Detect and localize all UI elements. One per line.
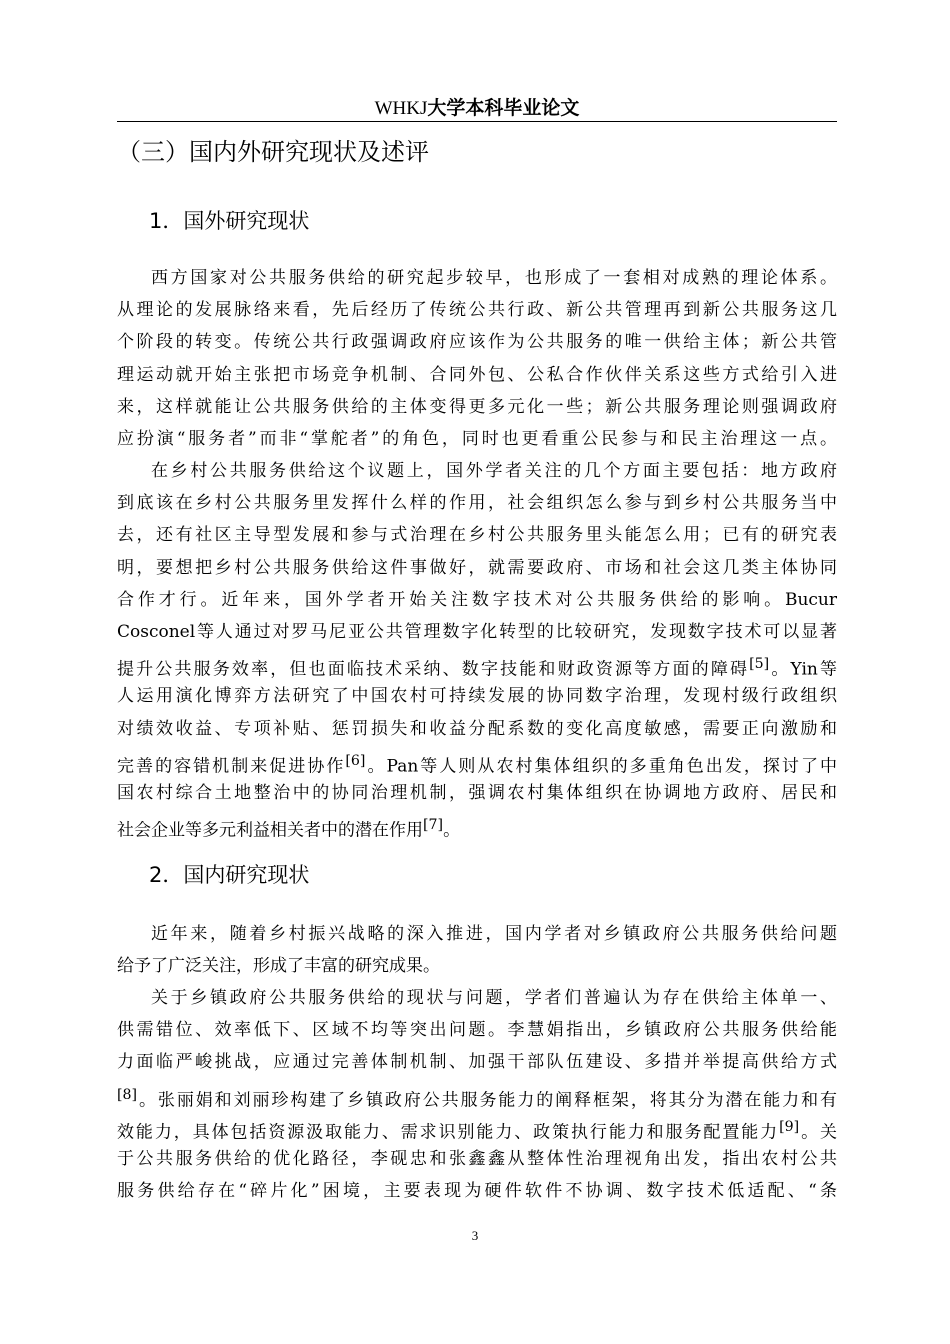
line-text-after: 。关	[799, 1122, 838, 1143]
text-line: 对绩效收益、专项补贴、惩罚损失和收益分配系数的变化高度敏感，需要正向激励和	[117, 718, 837, 739]
text-line: 给予了广泛关注，形成了丰富的研究成果。	[117, 956, 440, 977]
citation-ref: [7]	[423, 817, 444, 834]
line-text-after: 。Yin等	[769, 659, 837, 680]
paragraph-3	[117, 918, 837, 982]
text-line: 在乡村公共服务供给这个议题上，国外学者关注的几个方面主要包括：地方政府	[151, 461, 837, 481]
text-line-with-citation	[117, 648, 837, 680]
text-line: 西方国家对公共服务供给的研究起步较早，也形成了一套相对成熟的理论体系。	[151, 268, 837, 288]
section-title: （三）国内外研究现状及述评	[117, 138, 429, 166]
text-line: 从理论的发展脉络来看，先后经历了传统公共行政、新公共管理再到新公共服务这几	[117, 300, 837, 321]
line-text-after: 。张丽娟和刘丽珍构建了乡镇政府公共服务能力的阐释框架，将其分为潜在能力和有	[137, 1090, 837, 1111]
text-line: 个阶段的转变。传统公共行政强调政府应该作为公共服务的唯一供给主体；新公共管	[117, 332, 837, 353]
text-line: 于公共服务供给的优化路径，李砚忠和张鑫鑫从整体性治理视角出发，指出农村公共	[117, 1148, 837, 1169]
line-text: 效能力，具体包括资源汲取能力、需求识别能力、政策执行能力和服务配置能力	[117, 1122, 780, 1143]
line-text: 完善的容错机制来促进协作	[117, 756, 346, 777]
text-line: 供需错位、效率低下、区域不均等突出问题。李慧娟指出，乡镇政府公共服务供给能	[117, 1020, 837, 1041]
running-header	[117, 94, 837, 122]
text-line: 近年来，随着乡村振兴战略的深入推进，国内学者对乡镇政府公共服务供给问题	[151, 924, 837, 944]
text-line: 明，要想把乡村公共服务供给这件事做好，就需要政府、市场和社会这几类主体协同	[117, 557, 837, 578]
text-line: 应扮演“服务者”而非“掌舵者”的角色，同时也更看重公民参与和民主治理这一点。	[117, 428, 837, 449]
text-line: 服务供给存在“碎片化”困境，主要表现为硬件软件不协调、数字技术低适配、“条	[117, 1181, 837, 1202]
text-line: Cosconel等人通过对罗马尼亚公共管理数字化转型的比较研究，发现数字技术可以显著	[117, 621, 837, 642]
line-text: 提升公共服务效率，但也面临技术采纳、数字技能和财政资源等方面的障碍	[117, 659, 750, 680]
subsection-title-domestic: 2．国内研究现状	[149, 863, 310, 887]
header-rule	[117, 121, 837, 122]
header-title: 大学本科毕业论文	[427, 97, 580, 119]
citation-ref: [5]	[749, 656, 770, 673]
subsection-title-foreign: 1．国外研究现状	[149, 209, 310, 233]
header-latin: WHKJ	[374, 98, 428, 119]
text-line: 力面临严峻挑战，应通过完善体制机制、加强干部队伍建设、多措并举提高供给方式	[117, 1052, 837, 1073]
text-line-with-citation	[117, 1111, 837, 1143]
text-line: 人运用演化博弈方法研究了中国农村可持续发展的协同数字治理，发现村级行政组织	[117, 686, 837, 707]
line-text-after: 。	[443, 820, 461, 841]
text-line: 合作才行。近年来，国外学者开始关注数字技术对公共服务供给的影响。Bucur	[117, 589, 837, 610]
text-line: 到底该在乡村公共服务里发挥什么样的作用，社会组织怎么参与到乡村公共服务当中	[117, 493, 837, 514]
line-text: 社会企业等多元利益相关者中的潜在作用	[117, 820, 423, 841]
page-number: 3	[471, 1228, 479, 1243]
text-line: 来，这样就能让公共服务供给的主体变得更多元化一些；新公共服务理论则强调政府	[117, 396, 837, 417]
text-line-with-citation	[117, 809, 837, 841]
citation-ref: [6]	[345, 752, 366, 769]
text-line: 国农村综合土地整治中的协同治理机制，强调农村集体组织在协调地方政府、居民和	[117, 782, 837, 803]
paragraph-4	[117, 982, 837, 1207]
paragraph-1	[117, 262, 837, 455]
text-line-with-citation	[117, 1079, 837, 1111]
citation-ref: [8]	[117, 1086, 138, 1103]
line-text-after: 。Pan等人则从农村集体组织的多重角色出发，探讨了中	[365, 756, 837, 777]
text-line: 理运动就开始主张把市场竞争机制、合同外包、公私合作伙伴关系这些方式给引入进	[117, 364, 837, 385]
citation-ref: [9]	[779, 1118, 800, 1135]
text-line: 关于乡镇政府公共服务供给的现状与问题，学者们普遍认为存在供给主体单一、	[151, 988, 837, 1008]
text-line-with-citation	[117, 745, 837, 777]
text-line: 去，还有社区主导型发展和参与式治理在乡村公共服务里头能怎么用；已有的研究表	[117, 525, 837, 546]
paragraph-2	[117, 455, 837, 841]
